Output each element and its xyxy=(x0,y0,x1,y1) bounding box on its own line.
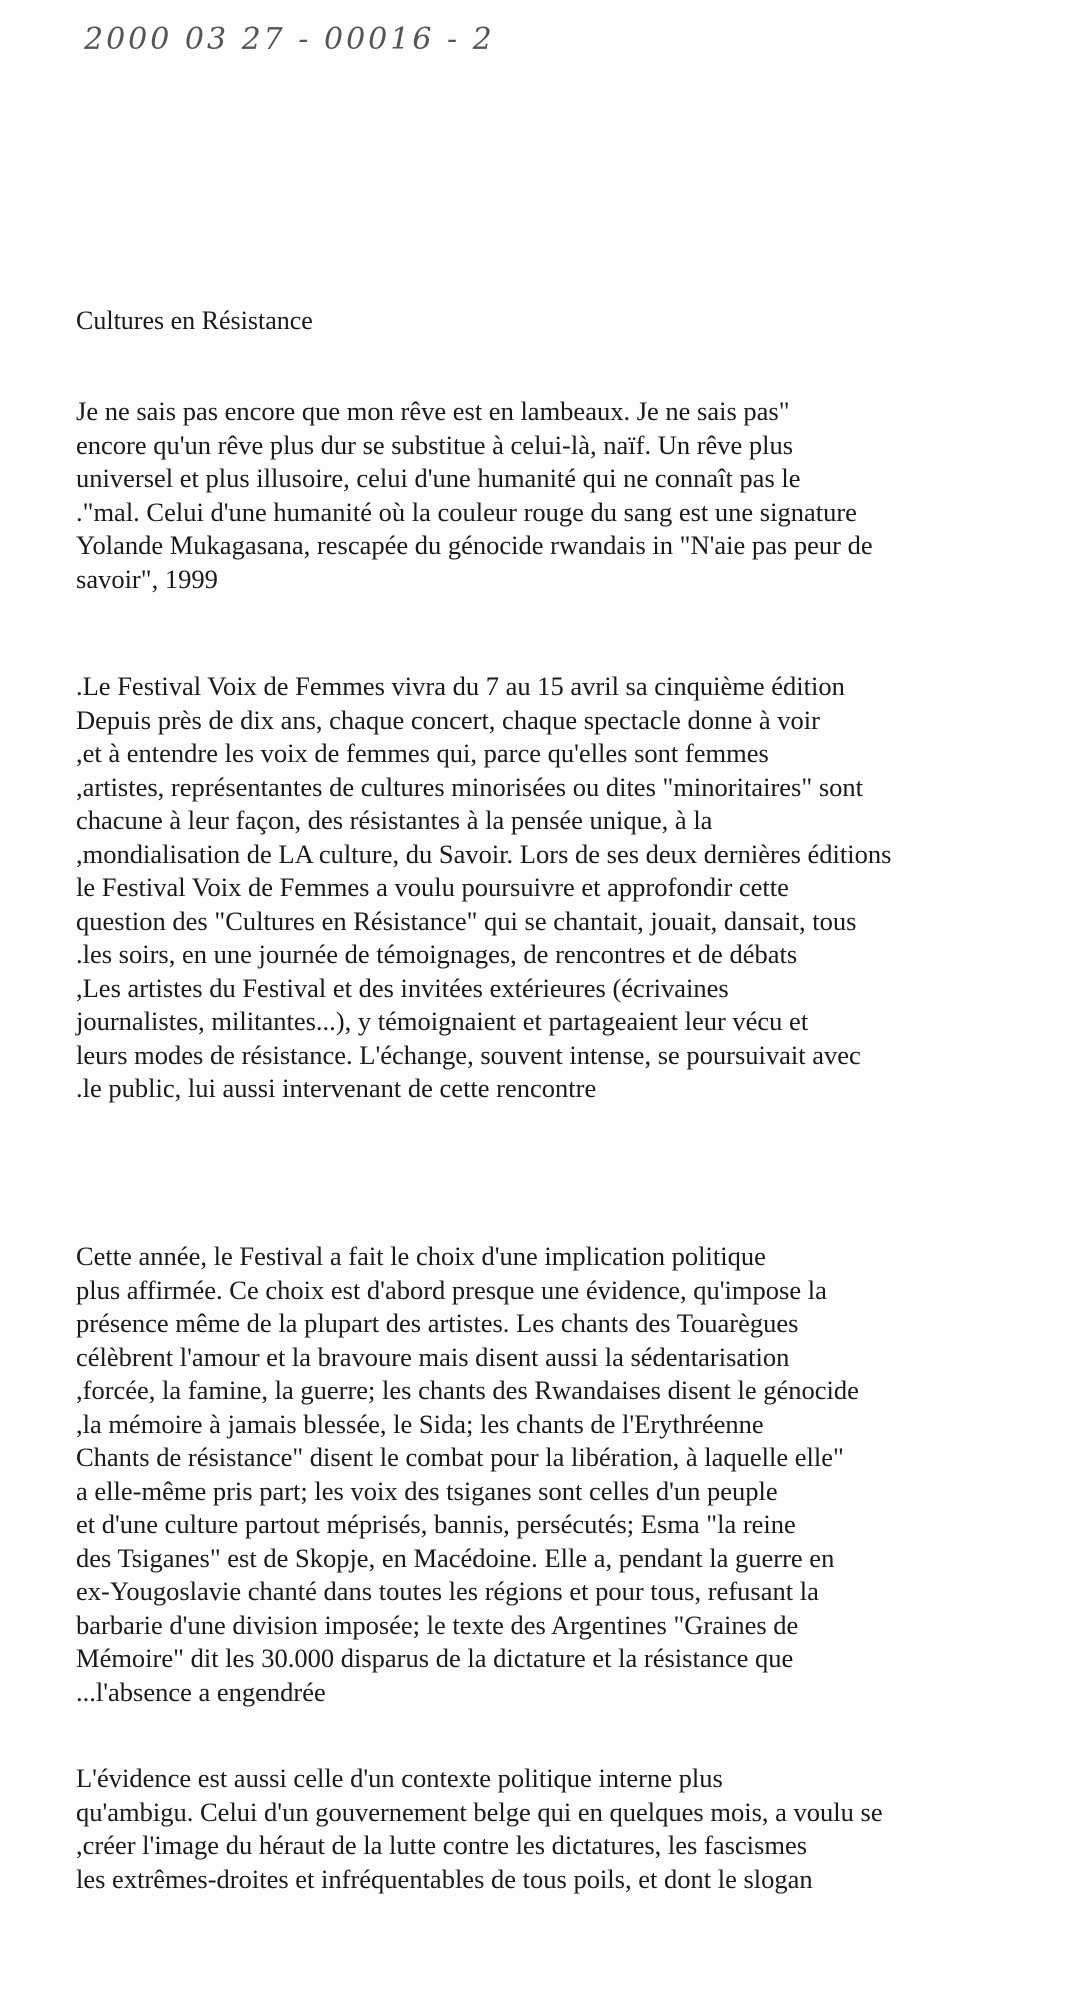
text-line: L'évidence est aussi celle d'un contexte politique interne plus xyxy=(76,1763,723,1793)
text-line: question des "Cultures en Résistance" qui se chantait, jouait, dansait, tous xyxy=(76,905,857,936)
text-line: célèbrent l'amour et la bravoure mais disent aussi la sédentarisation xyxy=(76,1341,790,1372)
text-line: ,artistes, représentantes de cultures minorisées ou dites "minoritaires" sont xyxy=(76,771,863,802)
body-paragraph xyxy=(76,670,891,1106)
text-line: Yolande Mukagasana, rescapée du génocide rwandais in "N'aie pas peur de xyxy=(76,530,873,560)
text-line: ,mondialisation de LA culture, du Savoir. Lors de ses deux dernières éditions xyxy=(76,838,892,869)
text-line: ."mal. Celui d'une humanité où la couleur rouge du sang est une signature xyxy=(76,496,857,527)
text-line: présence même de la plupart des artistes. Les chants des Touarègues xyxy=(76,1308,799,1338)
text-line: plus affirmée. Ce choix est d'abord presque une évidence, qu'impose la xyxy=(76,1274,827,1305)
text-line: encore qu'un rêve plus dur se substitue à celui-là, naïf. Un rêve plus xyxy=(76,429,794,460)
text-line: Cette année, le Festival a fait le choix d'une implication politique xyxy=(76,1241,766,1271)
text-line: Je ne sais pas encore que mon rêve est en lambeaux. Je ne sais pas" xyxy=(76,396,790,426)
text-line: qu'ambigu. Celui d'un gouvernement belge qui en quelques mois, a voulu se xyxy=(76,1796,883,1827)
text-line: ...l'absence a engendrée xyxy=(76,1676,326,1707)
text-line: les extrêmes-droites et infréquentables de tous poils, et dont le slogan xyxy=(76,1863,813,1894)
text-line: savoir", 1999 xyxy=(76,563,218,594)
text-line: chacune à leur façon, des résistantes à la pensée unique, à la xyxy=(76,805,713,835)
text-line: ,Les artistes du Festival et des invitées extérieures (écrivaines xyxy=(76,972,729,1003)
text-line: journalistes, militantes...), y témoignaient et partageaient leur vécu et xyxy=(76,1006,809,1036)
document-title: Cultures en Résistance xyxy=(76,306,313,335)
text-line: ,et à entendre les voix de femmes qui, parce qu'elles sont femmes xyxy=(76,738,769,768)
text-line: et d'une culture partout méprisés, bannis, persécutés; Esma "la reine xyxy=(76,1509,796,1539)
text-line: .les soirs, en une journée de témoignages, de rencontres et de débats xyxy=(76,939,798,969)
text-line: ex-Yougoslavie chanté dans toutes les régions et pour tous, refusant la xyxy=(76,1576,819,1606)
text-line: le Festival Voix de Femmes a voulu poursuivre et approfondir cette xyxy=(76,872,789,902)
text-line: ,la mémoire à jamais blessée, le Sida; les chants de l'Erythréenne xyxy=(76,1408,764,1439)
body-paragraph xyxy=(76,1240,859,1709)
text-line: universel et plus illusoire, celui d'une humanité qui ne connaît pas le xyxy=(76,463,801,493)
text-line: a elle-même pris part; les voix des tsiganes sont celles d'un peuple xyxy=(76,1475,778,1506)
text-line: Mémoire" dit les 30.000 disparus de la dictature et la résistance que xyxy=(76,1643,794,1673)
text-line: des Tsiganes" est de Skopje, en Macédoine. Elle a, pendant la guerre en xyxy=(76,1542,835,1573)
text-line: barbarie d'une division imposée; le texte des Argentines "Graines de xyxy=(76,1609,799,1640)
text-line: leurs modes de résistance. L'échange, souvent intense, se poursuivait avec xyxy=(76,1039,861,1070)
text-line: .Le Festival Voix de Femmes vivra du 7 au 15 avril sa cinquième édition xyxy=(76,671,845,701)
body-paragraph xyxy=(76,1762,883,1896)
epigraph-paragraph xyxy=(76,395,873,596)
text-line: Chants de résistance" disent le combat pour la libération, à laquelle elle" xyxy=(76,1442,844,1472)
text-line: ,créer l'image du héraut de la lutte contre les dictatures, les fascismes xyxy=(76,1830,808,1860)
text-line: ,forcée, la famine, la guerre; les chants des Rwandaises disent le génocide xyxy=(76,1375,859,1405)
handwritten-reference: 2000 03 27 - 00016 - 2 xyxy=(84,22,495,57)
text-line: .le public, lui aussi intervenant de cette rencontre xyxy=(76,1073,597,1103)
text-line: Depuis près de dix ans, chaque concert, chaque spectacle donne à voir xyxy=(76,704,820,735)
